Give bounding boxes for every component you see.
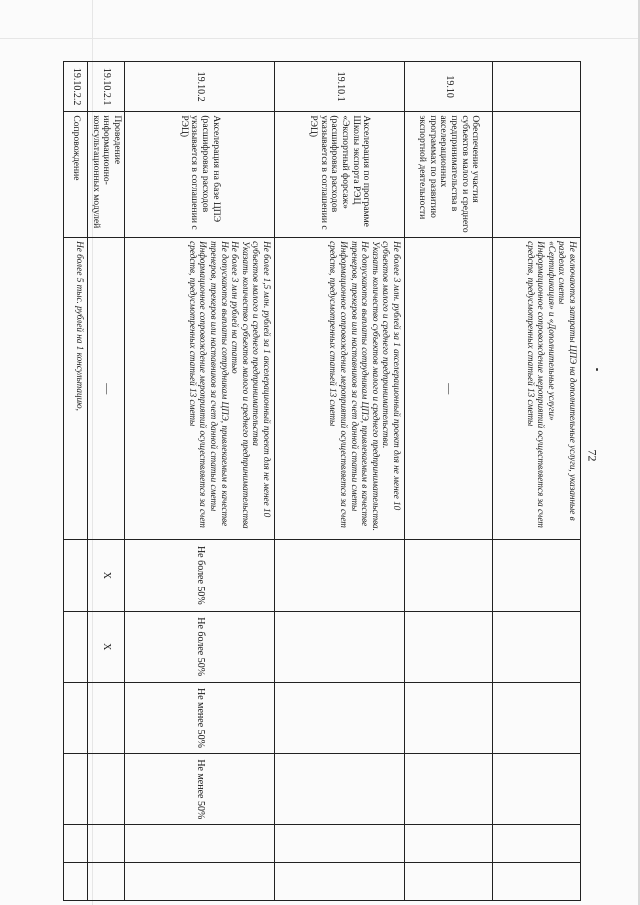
- row-description: [405, 238, 493, 540]
- cell-value: [64, 682, 88, 753]
- row-number: 19.10.1: [275, 62, 405, 112]
- cell-value: Не более 50%: [125, 611, 275, 682]
- description-line: Указать количество субъектов малого и среднего предпринимательства.: [370, 241, 381, 531]
- cell-value: [88, 863, 125, 901]
- cell-value: [493, 540, 581, 611]
- cell-value: [275, 754, 405, 825]
- description-line: —: [101, 383, 113, 395]
- description-line: Не более 3 млн рублей на статью: [230, 241, 241, 374]
- description-line: Не более 1,5 млн. рублей за 1 акселерационный проект для не менее 10 субъектов малого и среднего предпринимательства: [251, 241, 272, 518]
- row-name: Сопровождение: [64, 112, 88, 238]
- cell-value: [275, 682, 405, 753]
- row-number: 19.10: [405, 62, 493, 112]
- cell-value: [64, 863, 88, 901]
- row-name: Акселерация на базе ЦПЭ (расшифровка расходов указывается в соглашении с РЭЦ): [125, 112, 275, 238]
- scan-speck: [596, 368, 598, 371]
- row-description: [493, 238, 581, 540]
- row-name: Акселерация по программе Школы экспорта РЭЦ «Экспортный форсаж» (расшифровка расходов указывается в соглашении с РЭЦ): [275, 112, 405, 238]
- cell-value: [64, 611, 88, 682]
- cell-value: Не менее 50%: [125, 754, 275, 825]
- description-line: Информационное сопровождение мероприятий осуществляется за счет средств, предусмотренных статьей 13 сметы: [328, 241, 350, 528]
- cell-value: Не более 50%: [125, 540, 275, 611]
- cell-value: [64, 754, 88, 825]
- cell-value: [64, 540, 88, 611]
- cell-value: [493, 754, 581, 825]
- row-description: [125, 238, 275, 540]
- page-number: 72: [585, 449, 600, 462]
- description-line: Информационное сопровождение мероприятий осуществляется за счет средств, предусмотренных статьей 13 сметы: [187, 241, 209, 528]
- description-line: Не включаются затраты ЦПЭ на дополнительные услуги, указанные в разделах сметы: [557, 241, 578, 521]
- rotated-table-container: [65, 61, 581, 901]
- cell-value: [275, 540, 405, 611]
- row-description: [88, 238, 125, 540]
- cell-value: [405, 540, 493, 611]
- description-line: Не допускаются выплаты сотрудникам ЦПЭ, привлекаемым в качестве тренеров, трекеров или наставников за счет данной статьи сметы: [209, 241, 230, 527]
- cell-value: Не менее 50%: [125, 682, 275, 753]
- cell-value: [275, 863, 405, 901]
- row-description: [275, 238, 405, 540]
- cell-value: [125, 863, 275, 901]
- description-line: «Сертификация» и «Дополнительные услуги»: [546, 241, 557, 421]
- table-row: [493, 62, 581, 901]
- description-line: Не более 3 млн. рублей за 1 акселерационный проект для не менее 10 субъектов малого и среднего предпринимательства.: [381, 241, 402, 511]
- row-number: 19.10.2: [125, 62, 275, 112]
- cell-value: [88, 754, 125, 825]
- cell-value: [405, 754, 493, 825]
- description-line: Не более 5 тыс. рублей на 1 консультацию,: [75, 241, 86, 411]
- table-row: [275, 62, 405, 901]
- description-line: Указать количество субъектов малого и среднего предпринимательства: [240, 241, 251, 529]
- scan-artifact-line: [0, 38, 640, 39]
- cell-value: [493, 682, 581, 753]
- table-row: [405, 62, 493, 901]
- cell-value: [64, 825, 88, 863]
- row-number: [493, 62, 581, 112]
- cell-value: [88, 825, 125, 863]
- cell-value: [405, 611, 493, 682]
- table-row: [125, 62, 275, 901]
- row-name: Проведение информационно-консультационных модулей: [88, 112, 125, 238]
- cell-value: [493, 611, 581, 682]
- row-name: [493, 112, 581, 238]
- cell-value: [405, 682, 493, 753]
- cell-value: [493, 863, 581, 901]
- row-number: 19.10.2.2: [64, 62, 88, 112]
- description-line: —: [443, 383, 455, 395]
- row-name: Обеспечение участия субъектов малого и среднего предпринимательства в акселерационных программах по развитию экспортной деятельности: [405, 112, 493, 238]
- description-line: Информационное сопровождение мероприятий осуществляется за счет средств, предусмотренных статьей 13 сметы: [525, 241, 547, 528]
- cell-value: [125, 825, 275, 863]
- cell-value: X: [88, 540, 125, 611]
- cell-value: [88, 682, 125, 753]
- cell-value: [275, 825, 405, 863]
- estimate-table: [63, 61, 581, 901]
- cell-value: [275, 611, 405, 682]
- table-row: [88, 62, 125, 901]
- row-description: [64, 238, 88, 540]
- row-number: 19.10.2.1: [88, 62, 125, 112]
- cell-value: X: [88, 611, 125, 682]
- cell-value: [405, 863, 493, 901]
- table-row: [64, 62, 88, 901]
- cell-value: [493, 825, 581, 863]
- cell-value: [405, 825, 493, 863]
- description-line: Не допускаются выплаты сотрудникам ЦПЭ, привлекаемым в качестве тренеров, трекеров или наставников за счет данной статьи сметы: [349, 241, 371, 527]
